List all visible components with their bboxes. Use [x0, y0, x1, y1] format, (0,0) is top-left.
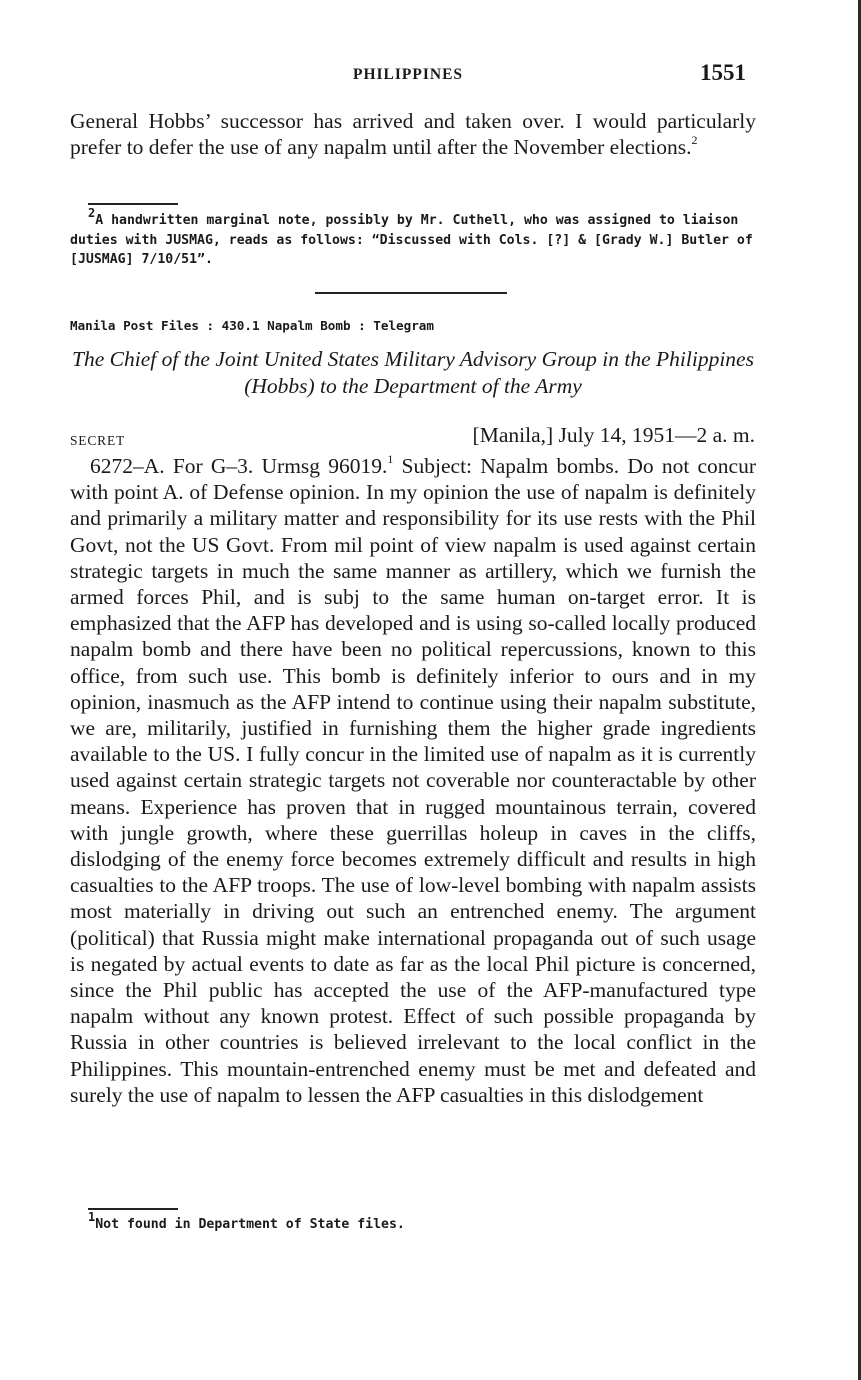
footnote-2-marker: 2 [88, 205, 96, 220]
footnote-2-text: A handwritten marginal note, possibly by Mr. Cuthell, who was assigned to liaison duties with JUSMAG, reads as follows: “Discussed with Cols. [?] & [Grady W.] Butler of [JUSMAG] 7/10/51”. [70, 213, 753, 267]
footnote-ref-1: 1 [387, 451, 394, 466]
dateline: [Manila,] July 14, 1951—2 a. m. [472, 423, 755, 447]
section-separator [315, 292, 507, 294]
document-title: The Chief of the Joint United States Military Advisory Group in the Philippines (Hobbs) to the Department of the Army [72, 347, 754, 398]
footnote-1-text: Not found in Department of State files. [95, 1217, 405, 1232]
footnote-rule-bottom [88, 1208, 178, 1210]
continuation-paragraph [70, 108, 756, 160]
telegram-body-lead: 6272–A. For G–3. Urmsg 96019. [90, 454, 388, 478]
footnote-1 [70, 1209, 756, 1235]
footnote-2 [70, 205, 756, 270]
footnote-ref-2: 2 [691, 133, 698, 148]
document-source: Manila Post Files : 430.1 Napalm Bomb : Telegram [70, 318, 434, 333]
running-head: PHILIPPINES [353, 66, 464, 83]
footnote-rule [88, 203, 178, 205]
telegram-body [70, 453, 756, 1108]
telegram-body-text: Subject: Napalm bombs. Do not concur with point A. of Defense opinion. In my opinion the use of napalm is definitely and primarily a military matter and responsibility for its use rests with the Phil Govt, not the US Govt. From mil point of view napalm is used against certain strategic targets in much the same manner as artillery, which we furnish the armed forces Phil, and is subj to the same human on-target error. It is emphasized that the AFP has developed and is using so-called locally produced napalm bomb and there have been no political repercussions, known to this office, from such use. This bomb is definitely inferior to ours and in my opinion, inasmuch as the AFP intend to continue using their napalm substitute, we are, militarily, justified in furnishing them the higher grade ingredients available to the US. I fully concur in the limited use of napalm as it is currently used against certain strategic targets not coverable nor counteractable by other means. Experience has proven that in rugged mountainous terrain, covered with jungle growth, where these guerrillas holeup in caves in the cliffs, dislodging of the enemy force becomes extremely difficult and results in high casualties to the AFP troops. The use of low-level bombing with napalm assists most materially in driving out such an entrenched enemy. The argument (political) that Russia might make international propaganda out of such usage is negated by actual events to date as far as the local Phil picture is concerned, since the Phil public has accepted the use of the AFP-manufactured type napalm without any known protest. Effect of such possible propaganda by Russia in other countries is believed irrelevant to the local conflict in the Philippines. This mountain-entrenched enemy must be met and defeated and surely the use of napalm to lessen the AFP casualties in this dislodgement [70, 454, 757, 1107]
page-number: 1551 [700, 60, 746, 85]
footnote-1-marker: 1 [88, 1209, 96, 1224]
classification-label: SECRET [70, 433, 126, 448]
continuation-text: General Hobbs’ successor has arrived and taken over. I would particularly prefer to defer the use of any napalm until after the November elections. [70, 109, 756, 160]
